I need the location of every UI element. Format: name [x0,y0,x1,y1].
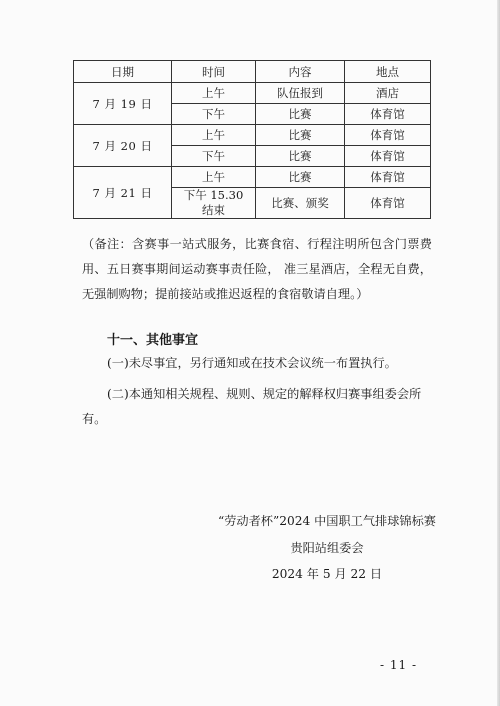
header-time: 时间 [172,61,256,83]
time-cell: 上午 [172,83,256,104]
place-cell: 体育馆 [345,167,431,188]
content-cell: 队伍报到 [256,83,345,104]
signature-committee: 贵阳站组委会 [290,541,364,555]
time-cell: 下午 [172,104,256,125]
content-cell: 比赛 [256,146,345,167]
time-cell: 下午 [172,146,256,167]
page-number: - 11 - [380,658,418,672]
place-cell: 体育馆 [345,125,431,146]
date-cell: 7 月 19 日 [74,83,172,125]
time-line: 结束 [202,203,225,217]
table-row [74,125,431,146]
section-item: (二)本通知相关规程、规则、规定的解释权归赛事组委会所有。 [82,387,422,426]
content-cell: 比赛 [256,125,345,146]
header-place: 地点 [345,61,431,83]
signature-date: 2024 年 5 月 22 日 [271,567,383,581]
header-date: 日期 [74,61,172,83]
signature-organizer: “劳动者杯”2024 中国职工气排球锦标赛 [218,514,436,528]
note-paragraph: （备注：含赛事一站式服务，比赛食宿、行程注明所包含门票费用、五日赛事期间运动赛事责任险， 准三星酒店，全程无自费，无强制购物；提前接站或推迟返程的食宿敬请自理。） [82,237,432,301]
table-header-row [74,61,431,83]
place-cell: 酒店 [345,83,431,104]
place-cell: 体育馆 [345,146,431,167]
date-cell: 7 月 20 日 [74,125,172,167]
date-cell: 7 月 21 日 [74,167,172,219]
place-cell: 体育馆 [345,104,431,125]
content-cell: 比赛 [256,167,345,188]
time-line: 下午 15.30 [183,188,244,202]
schedule-table [73,60,431,219]
time-cell: 上午 [172,125,256,146]
header-content: 内容 [256,61,345,83]
place-cell: 体育馆 [345,188,431,219]
time-cell [172,188,256,219]
table-row [74,167,431,188]
table-row [74,83,431,104]
content-cell: 比赛、颁奖 [256,188,345,219]
section-heading: 十一、其他事宜 [107,333,199,348]
section-item: (一)未尽事宜，另行通知或在技术会议统一布置执行。 [107,356,397,370]
time-cell: 上午 [172,167,256,188]
content-cell: 比赛 [256,104,345,125]
